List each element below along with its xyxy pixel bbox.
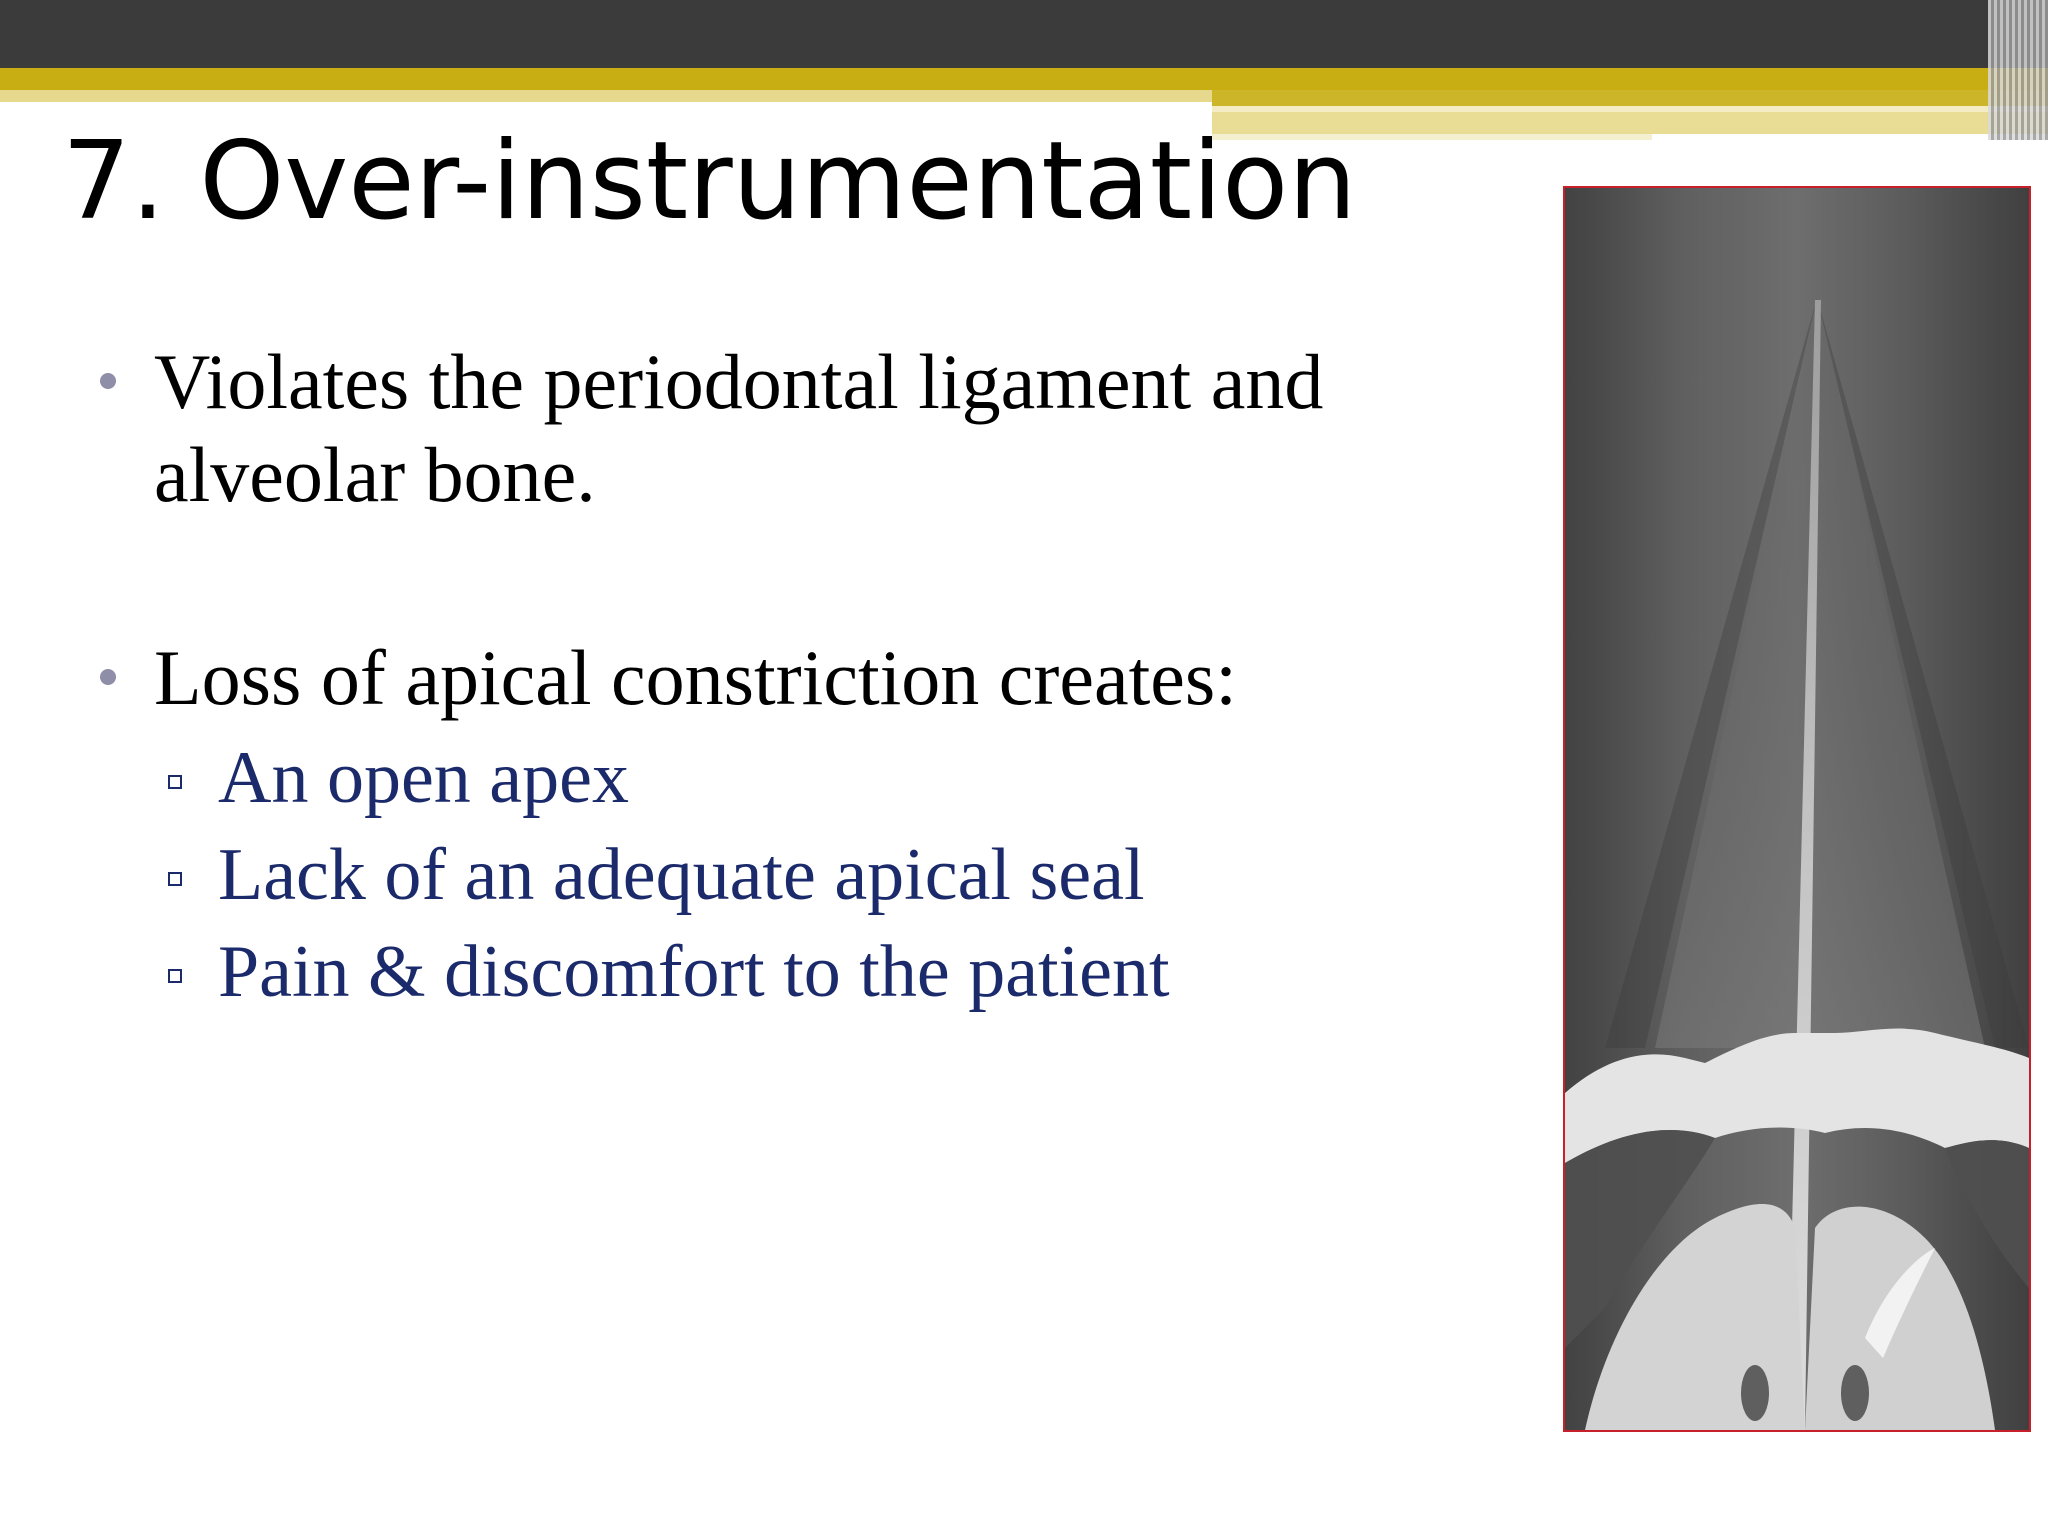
- sub-bullet-item: [100, 730, 1540, 827]
- square-bullet-icon: [168, 775, 182, 789]
- sub-bullet-text: An open apex: [218, 737, 629, 819]
- sub-bullet-list: [100, 730, 1540, 1021]
- sub-bullet-item: [100, 827, 1540, 924]
- square-bullet-icon: [168, 872, 182, 886]
- bullet-item: [100, 631, 1540, 724]
- slide-title: 7. Over-instrumentation: [62, 119, 1357, 244]
- sub-bullet-text: Lack of an adequate apical seal: [218, 834, 1145, 916]
- square-bullet-icon: [168, 969, 182, 983]
- bullet-list: [100, 335, 1540, 1021]
- header-accent-stripe-light: [0, 90, 1215, 102]
- header-accent-stripe: [0, 68, 2048, 90]
- bullet-text: Violates the periodontal ligament and alveolar bone.: [154, 338, 1324, 518]
- bullet-item: [100, 335, 1540, 521]
- dental-xray-image: [1563, 186, 2031, 1432]
- bullet-dot-icon: [100, 373, 116, 389]
- sub-bullet-item: [100, 924, 1540, 1021]
- bullet-text: Loss of apical constriction creates:: [154, 634, 1237, 721]
- sub-bullet-text: Pain & discomfort to the patient: [218, 931, 1170, 1013]
- xray-illustration: [1565, 188, 2029, 1430]
- header-bar: [0, 0, 2048, 68]
- header-accent-stripe-right: [1212, 90, 2048, 106]
- header-corner-stripes: [1988, 0, 2048, 140]
- bullet-dot-icon: [100, 669, 116, 685]
